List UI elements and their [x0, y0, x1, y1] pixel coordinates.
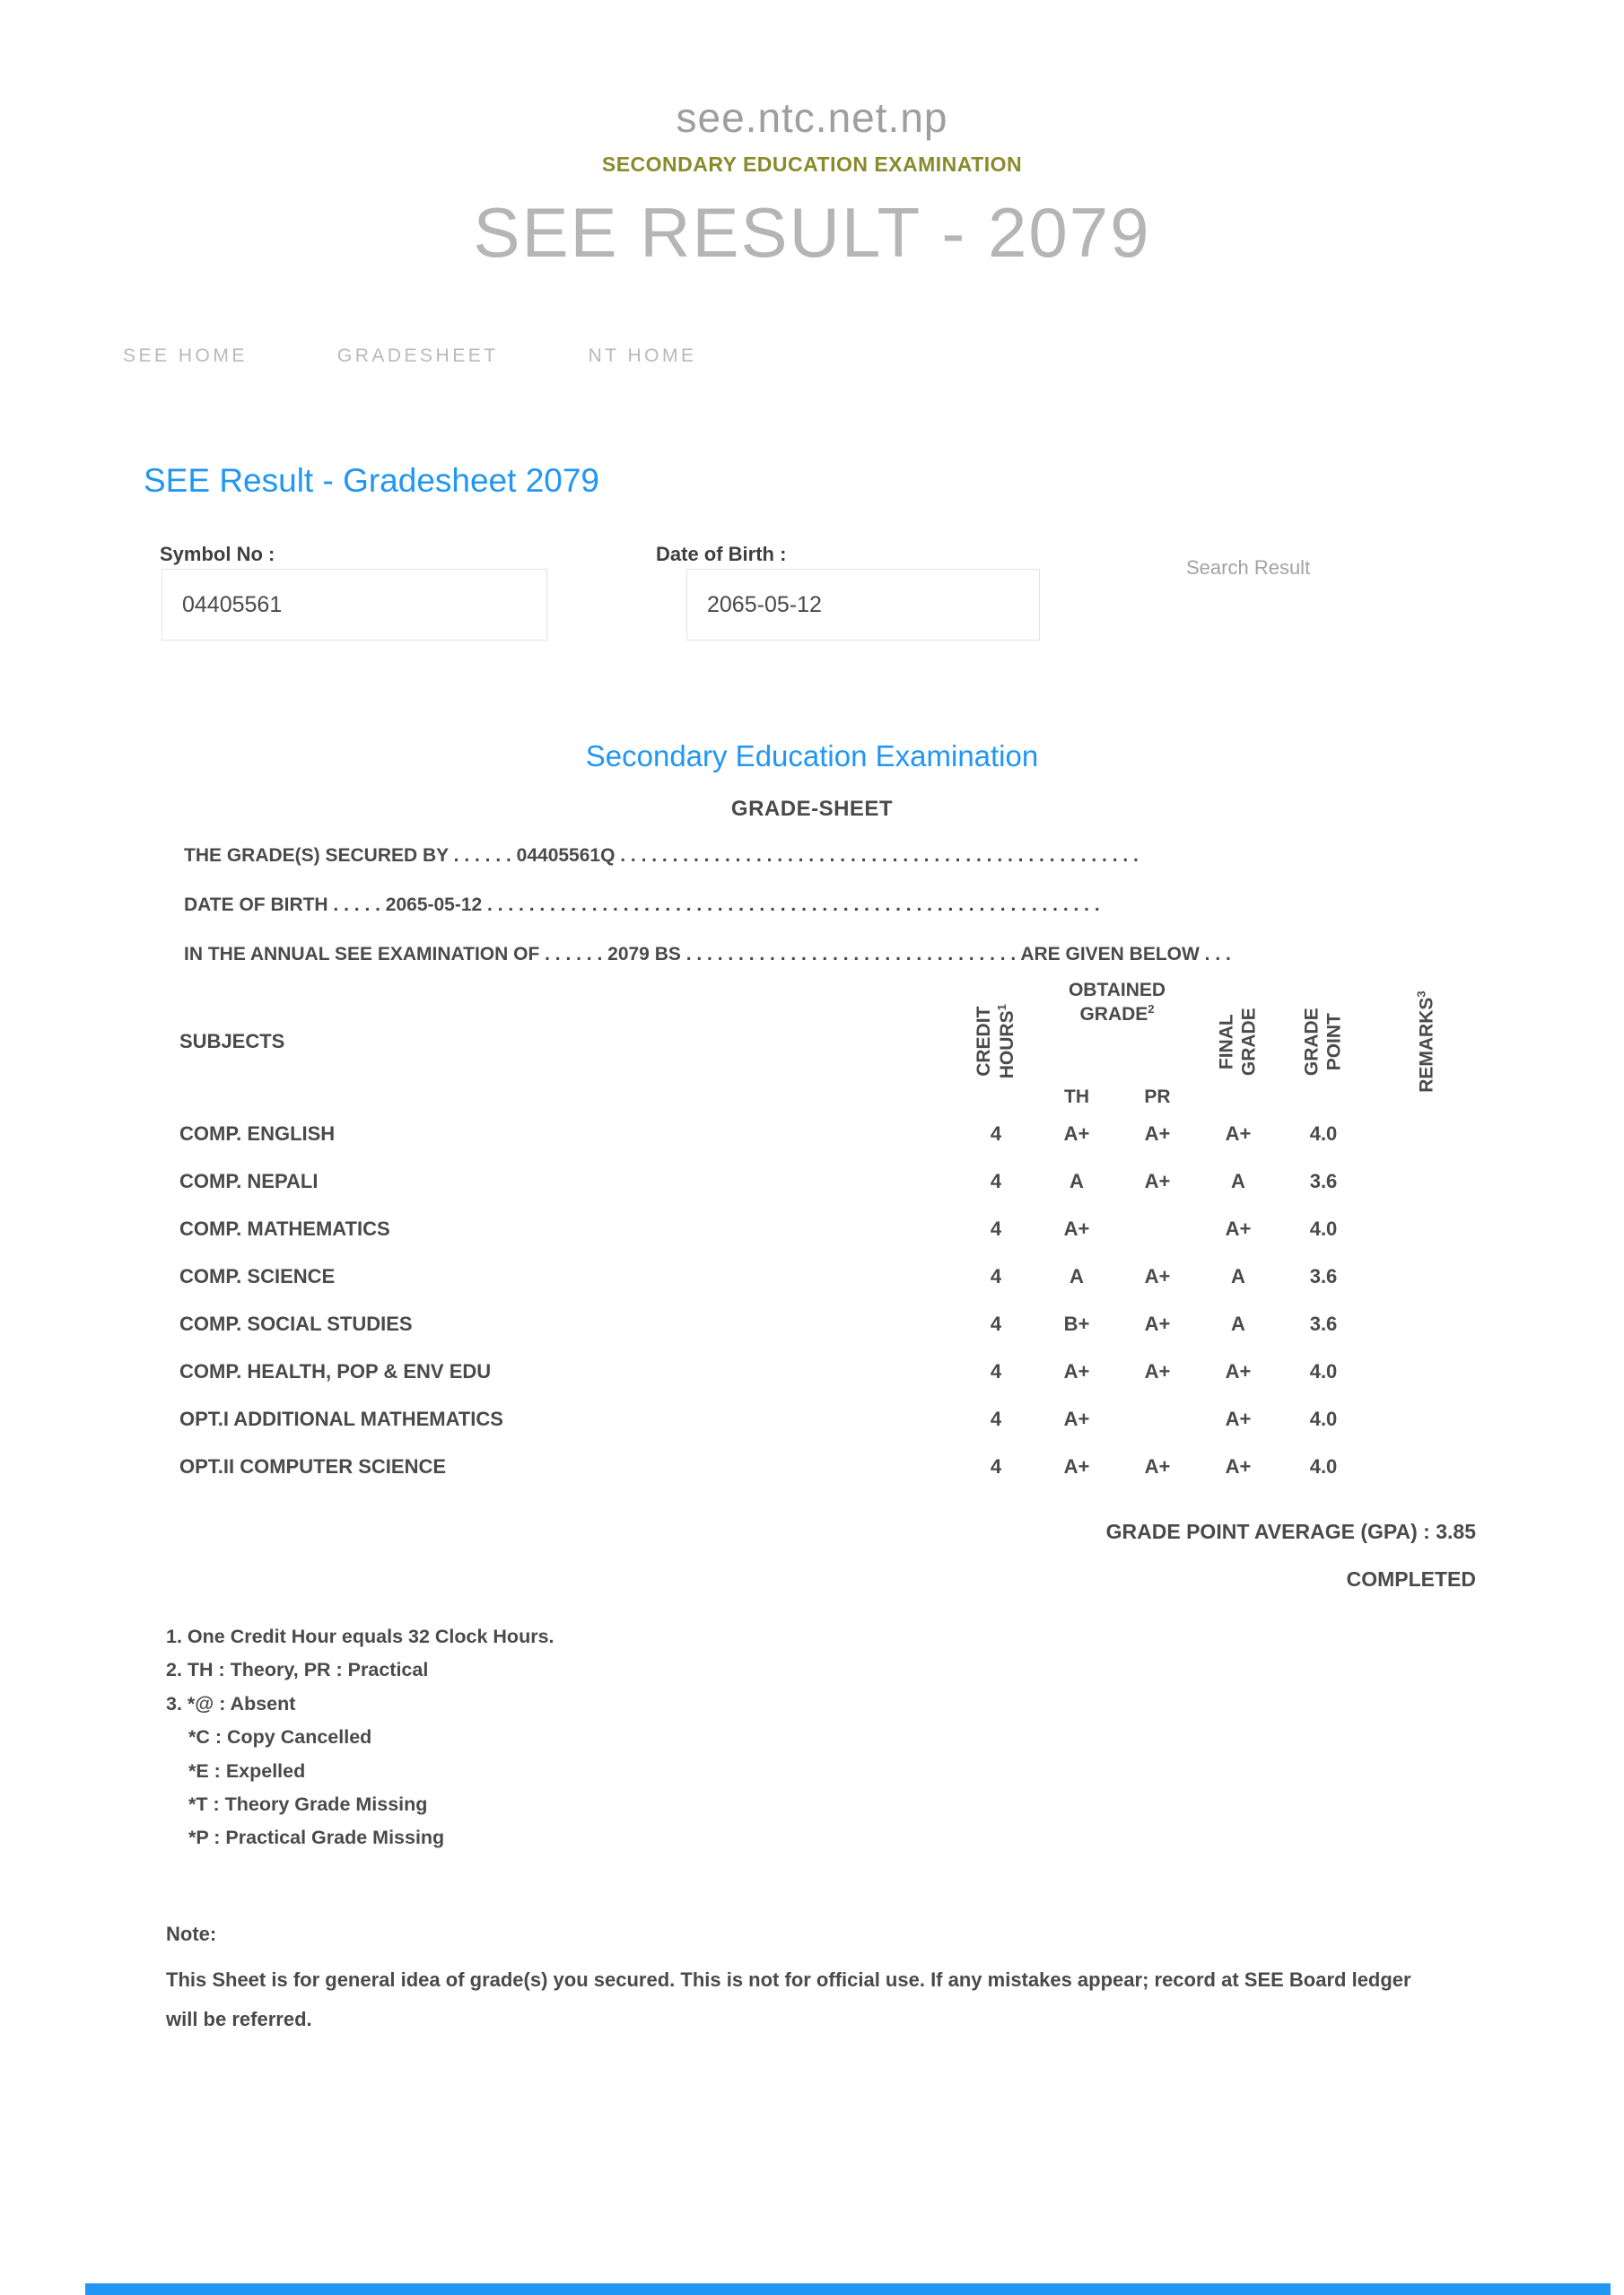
pr-grade-cell: A+ [1144, 1454, 1171, 1478]
subject-cell: OPT.II COMPUTER SCIENCE [179, 1454, 447, 1478]
credit-cell: 4 [990, 1359, 1002, 1383]
note-label: Note: [166, 1923, 217, 1945]
grade-point-cell: 4.0 [1309, 1407, 1338, 1430]
final-grade-cell: A+ [1225, 1217, 1252, 1240]
final-grade-cell: A+ [1225, 1359, 1252, 1383]
credit-cell: 4 [990, 1121, 1002, 1145]
credit-cell: 4 [990, 1312, 1002, 1335]
main-nav [123, 345, 697, 367]
remarks-label: REMARKS [1416, 997, 1437, 1093]
grade-point-cell: 4.0 [1309, 1359, 1338, 1383]
grade-point-cell: 4.0 [1309, 1217, 1338, 1240]
final-grade-cell: A [1231, 1264, 1245, 1287]
table-row [139, 1157, 1485, 1205]
table-row [139, 1110, 1485, 1157]
nav-see-home[interactable]: SEE HOME [123, 345, 248, 366]
final-grade-cell: A+ [1225, 1407, 1252, 1430]
final-grade-column-header [1198, 973, 1279, 1110]
sheet-heading: Secondary Education Examination [585, 739, 1039, 772]
table-row [139, 1205, 1485, 1252]
subject-cell: COMP. SOCIAL STUDIES [179, 1312, 413, 1335]
footnote-3: 3. *@ : Absent [166, 1692, 296, 1715]
pr-grade-cell: A+ [1144, 1121, 1171, 1145]
subject-cell: OPT.I ADDITIONAL MATHEMATICS [179, 1407, 503, 1430]
grade-point-cell: 4.0 [1309, 1121, 1338, 1145]
dob-input[interactable] [686, 569, 1040, 641]
remarks-column-header [1368, 973, 1485, 1110]
footnote-2: 2. TH : Theory, PR : Practical [166, 1659, 429, 1681]
final-grade-cell: A+ [1225, 1121, 1252, 1145]
note-section [166, 1923, 1413, 2039]
th-grade-cell: A+ [1063, 1359, 1090, 1383]
th-column-header: TH [1064, 1086, 1089, 1107]
search-result-button[interactable]: Search Result [1186, 556, 1311, 579]
th-grade-cell: A [1070, 1264, 1084, 1287]
credit-cell: 4 [990, 1169, 1002, 1192]
obtained-line2: GRADE [1079, 1004, 1148, 1025]
subject-cell: COMP. NEPALI [179, 1169, 319, 1192]
grades-table-body [139, 1110, 1485, 1490]
pr-grade-cell: A+ [1144, 1264, 1171, 1287]
footnote-3c: *T : Theory Grade Missing [188, 1793, 428, 1816]
final-grade-line1: FINAL [1216, 1014, 1237, 1069]
subject-cell: COMP. HEALTH, POP & ENV EDU [179, 1359, 492, 1383]
pr-column-header: PR [1144, 1086, 1171, 1107]
th-grade-cell: A [1070, 1169, 1084, 1192]
obtained-line1: OBTAINED [1068, 980, 1166, 1000]
footnote-3d: *P : Practical Grade Missing [188, 1827, 445, 1849]
symbol-no-input[interactable] [162, 569, 547, 641]
th-grade-cell: B+ [1063, 1312, 1090, 1335]
site-title: see.ntc.net.np [676, 94, 948, 141]
nav-gradesheet[interactable]: GRADESHEET [336, 345, 499, 366]
dob-label: Date of Birth : [656, 543, 787, 565]
remarks-footref: 3 [1414, 990, 1428, 998]
obtained-grade-column-header [1036, 973, 1198, 1110]
final-grade-cell: A+ [1225, 1454, 1252, 1478]
final-grade-cell: A [1231, 1169, 1245, 1192]
final-grade-line2: GRADE [1239, 1008, 1260, 1076]
th-grade-cell: A+ [1063, 1217, 1090, 1240]
th-grade-cell: A+ [1063, 1407, 1090, 1430]
table-row [139, 1443, 1485, 1490]
exam-subtitle: SECONDARY EDUCATION EXAMINATION [601, 153, 1023, 176]
grade-point-line1: GRADE [1301, 1008, 1323, 1076]
page-title: SEE RESULT - 2079 [473, 193, 1151, 272]
symbol-no-label: Symbol No : [160, 543, 275, 565]
credit-hours-column-header [956, 973, 1036, 1110]
pr-grade-cell: A+ [1144, 1359, 1171, 1383]
credit-cell: 4 [990, 1454, 1002, 1478]
credit-cell: 4 [990, 1264, 1002, 1287]
dob-line: DATE OF BIRTH . . . . . 2065-05-12 . . . . . . . . . . . . . . . . . . . . . . . . . . . . . . . . . . . . . . . . . . . . . . . . . . . . . . . . . . . [184, 894, 1100, 915]
th-grade-cell: A+ [1063, 1454, 1090, 1478]
subject-cell: COMP. ENGLISH [179, 1121, 336, 1145]
final-grade-cell: A [1231, 1312, 1245, 1335]
footnote-3a: *C : Copy Cancelled [188, 1726, 372, 1749]
status-completed: COMPLETED [1346, 1567, 1476, 1591]
subject-cell: COMP. SCIENCE [179, 1264, 336, 1287]
obtained-footref: 2 [1148, 1002, 1155, 1017]
secured-by-line: THE GRADE(S) SECURED BY . . . . . . 04405561Q . . . . . . . . . . . . . . . . . . . . . . . . . . . . . . . . . . . . . . . . . . . . . . . . . . [184, 845, 1139, 866]
th-grade-cell: A+ [1063, 1121, 1090, 1145]
exam-year-line: IN THE ANNUAL SEE EXAMINATION OF . . . . . . 2079 BS . . . . . . . . . . . . . . . . . . . . . . . . . . . . . . . . ARE GIVEN BELOW . . . [184, 944, 1231, 964]
grade-point-cell: 4.0 [1309, 1454, 1338, 1478]
credit-hours-footref: 1 [995, 1004, 1009, 1011]
sheet-subheading: GRADE-SHEET [730, 797, 894, 821]
pr-grade-cell: A+ [1144, 1169, 1171, 1192]
table-row [139, 1348, 1485, 1395]
grade-point-line2: POINT [1324, 1012, 1345, 1071]
credit-cell: 4 [990, 1217, 1002, 1240]
table-row [139, 1395, 1485, 1443]
subjects-column-header: SUBJECTS [179, 1030, 285, 1052]
credit-hours-line2: HOURS [997, 1010, 1018, 1079]
gpa-summary: GRADE POINT AVERAGE (GPA) : 3.85 [1105, 1520, 1476, 1543]
credit-hours-line1: CREDIT [974, 1006, 995, 1078]
grade-point-cell: 3.6 [1309, 1264, 1338, 1287]
note-text: This Sheet is for general idea of grade(s) you secured. This is not for official use. If any mistakes appear; record at SEE Board ledger will be referred. [166, 1968, 1411, 2030]
pr-grade-cell: A+ [1144, 1312, 1171, 1335]
grade-point-cell: 3.6 [1309, 1312, 1338, 1335]
grades-table-header [139, 973, 1485, 1110]
credit-cell: 4 [990, 1407, 1002, 1430]
table-row [139, 1252, 1485, 1300]
grade-point-column-header [1279, 973, 1368, 1110]
table-row [139, 1300, 1485, 1348]
nav-nt-home[interactable]: NT HOME [588, 345, 697, 366]
footnote-3b: *E : Expelled [188, 1759, 306, 1782]
grade-point-cell: 3.6 [1309, 1169, 1338, 1192]
bottom-accent-bar [85, 2283, 1611, 2295]
footnotes [166, 1620, 554, 1855]
subject-cell: COMP. MATHEMATICS [179, 1217, 390, 1240]
result-heading: SEE Result - Gradesheet 2079 [144, 462, 600, 499]
footnote-1: 1. One Credit Hour equals 32 Clock Hours. [166, 1626, 554, 1647]
